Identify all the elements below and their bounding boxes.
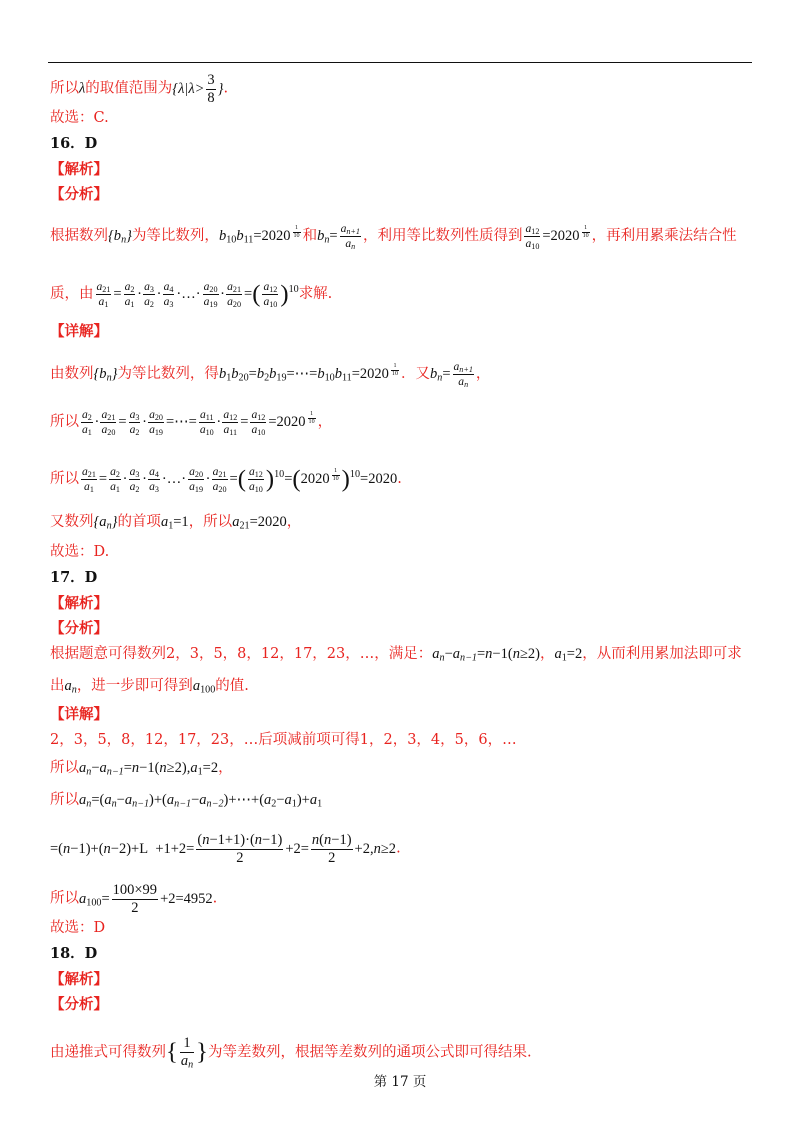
text-line: 所以$a_n=(a_n-a_{n-1})+(a_{n-1}-a_{n-2})+\cdots+(a_2-a_1)+a_1$ xyxy=(50,792,323,810)
section-heading: 【解析】 xyxy=(50,971,108,988)
page-number-footer: 第 17 页 xyxy=(373,1074,427,1090)
text-line: 由递推式可得数列{ $\frac{1}{a_n}$ }为等差数列，根据等差数列的通项公式即可得结果. xyxy=(50,1035,532,1071)
section-heading: 【解析】 xyxy=(50,161,108,178)
section-heading: 【分析】 xyxy=(50,620,108,637)
text-line: 根据数列$\{b_n\}$为等比数列，$b_{10}b_{11}=2020$ $^{\frac{1}{10}}$ 和$b_n=$ $\frac{a_{n+1}}{a_n}$ ，利用等比数列性质得到 $\frac{a_{12}}{a_{10}}$ =2020 $^{\frac{1}{10}}$ ，再利用累乘法结合性 xyxy=(50,222,737,252)
question-number: 16．D xyxy=(50,135,98,152)
text-line: 故选：C. xyxy=(50,110,109,126)
text-line: 故选：D xyxy=(50,920,106,936)
text-line: 质，由 $\frac{a_{21}}{a_1}$ = $\frac{a_2}{a_1}$ · $\frac{a_3}{a_2}$ · $\frac{a_4}{a_3}$ ·…· $\frac{a_{20}}{a_{19}}$ · $\frac{a_{21}}{a_{20}}$ =( $\frac{a_{12}}{a_{10}}$ )$^{10}$求解. xyxy=(50,280,333,310)
text-line: 2，3，5，8，12，17，23，…后项减前项可得1，2，3，4，5，6，… xyxy=(50,732,517,748)
text-line: 根据题意可得数列2，3，5，8，12，17，23，…，满足：$a_n-a_{n-1}=n-1(n\ge 2)$，$a_1=2$，从而利用累加法即可求 xyxy=(50,646,742,664)
text-line: =(n−1)+(n−2)+L +1+2= $\frac{(n-1+1)\cdot(n-1)}{2}$ +2= $\frac{n(n-1)}{2}$ +2,n≥2. xyxy=(50,832,401,866)
header-rule xyxy=(48,62,752,63)
text-line: 故选：D. xyxy=(50,544,110,560)
section-heading: 【详解】 xyxy=(50,323,108,340)
question-number: 18．D xyxy=(50,945,98,962)
text-line: 所以$a_{100}=$ $\frac{100\times 99}{2}$ +2=4952. xyxy=(50,882,218,916)
text-line: 所以λ的取值范围为{λ|λ> $\frac{3}{8}$ }. xyxy=(50,72,229,106)
text-line: 所以$a_n-a_{n-1}=n-1(n\ge 2),a_1=2$， xyxy=(50,760,233,778)
text-line: 所以 $\frac{a_2}{a_1}$ · $\frac{a_{21}}{a_{20}}$ = $\frac{a_3}{a_2}$ · $\frac{a_{20}}{a_{19}}$ =⋯= $\frac{a_{11}}{a_{10}}$ · $\frac{a_{12}}{a_{11}}$ = $\frac{a_{12}}{a_{10}}$ =2020 $^{\frac{1}{10}}$ ， xyxy=(50,408,333,438)
text-line: 由数列$\{b_n\}$为等比数列，得$b_1b_{20}=b_2b_{19}=\cdots=b_{10}b_{11}=2020$ $^{\frac{1}{10}}$ ．又$b_n=$ $\frac{a_{n+1}}{a_n}$ ， xyxy=(50,360,491,390)
section-heading: 【详解】 xyxy=(50,706,108,723)
section-heading: 【分析】 xyxy=(50,186,108,203)
question-number: 17．D xyxy=(50,569,98,586)
section-heading: 【分析】 xyxy=(50,996,108,1013)
text-line: 又数列$\{a_n\}$的首项$a_1=1$，所以$a_{21}=2020$， xyxy=(50,514,302,532)
text-line: 出$a_n$，进一步即可得到$a_{100}$的值. xyxy=(50,678,249,696)
text-line: 所以 $\frac{a_{21}}{a_1}$ = $\frac{a_2}{a_1}$ · $\frac{a_3}{a_2}$ · $\frac{a_4}{a_3}$ ·…· $\frac{a_{20}}{a_{19}}$ · $\frac{a_{21}}{a_{20}}$ =( $\frac{a_{12}}{a_{10}}$ )$^{10}$=(2020 $^{\frac{1}{10}}$ )$^{10}$=2020. xyxy=(50,465,402,495)
section-heading: 【解析】 xyxy=(50,595,108,612)
